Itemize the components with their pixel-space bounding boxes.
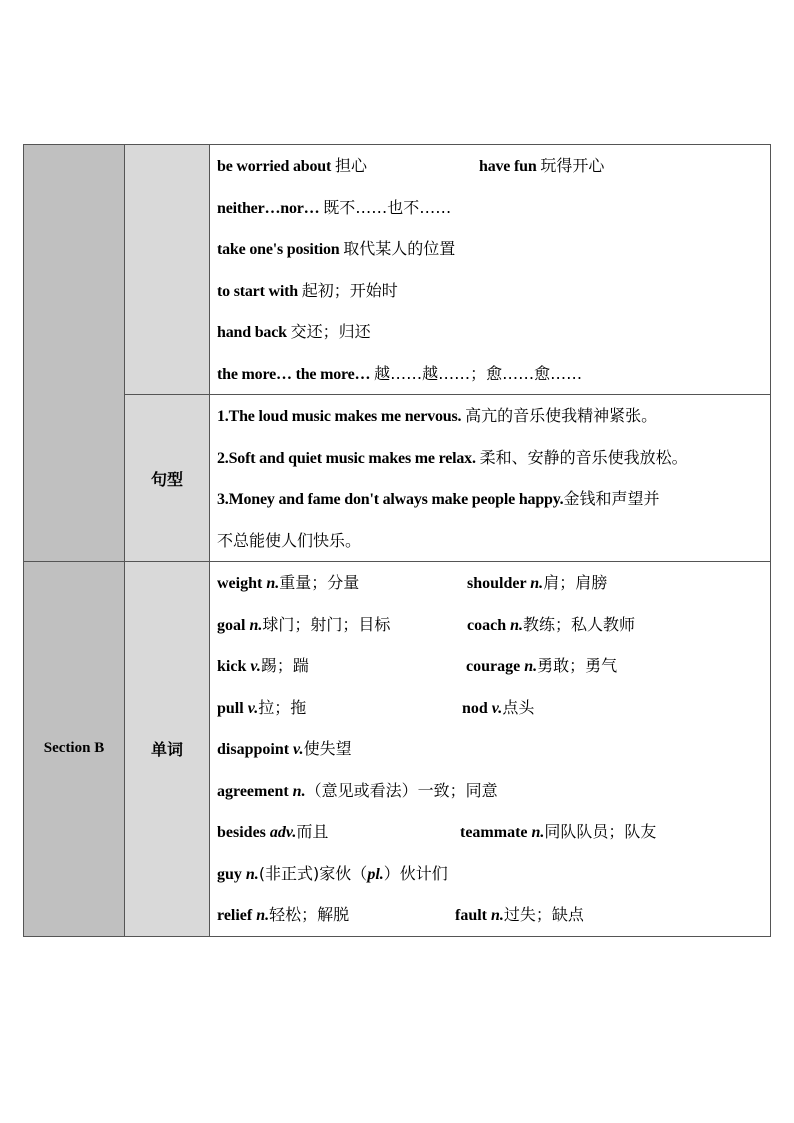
vocab-label: 单词	[125, 562, 210, 937]
sentences-cell	[210, 395, 771, 562]
vocab-line-7: besides adv.而且 teammate n.同队队员；队友	[217, 822, 657, 841]
sentence-line-3: 3.Money and fame don't always make people happy.金钱和声望并	[217, 489, 660, 508]
vocabulary-table	[23, 144, 771, 937]
vocab-line-2: goal n.球门；射门；目标 coach n.教练；私人教师	[217, 614, 636, 634]
sentences-row	[24, 395, 771, 562]
phrase-line-5: hand back 交还；归还	[217, 322, 371, 341]
phrases-row	[24, 145, 771, 395]
phrase-line-2: neither…nor… 既不……也不……	[217, 197, 452, 217]
vocab-line-9: relief n.轻松；解脱 fault n.过失；缺点	[217, 905, 584, 924]
vocabulary-table-container	[23, 144, 771, 937]
phrase-line-6: the more… the more… 越……越……；愈……愈……	[217, 363, 583, 383]
phrase-line-1: be worried about 担心 have fun 玩得开心	[217, 156, 605, 175]
phrases-cell	[210, 145, 771, 395]
vocab-line-1: weight n.重量；分量 shoulder n.肩；肩膀	[217, 573, 608, 592]
sentence-line-2: 2.Soft and quiet music makes me relax. 柔和、安静的音乐使我放松。	[217, 447, 688, 467]
section-a-cell	[24, 145, 125, 562]
vocab-line-8: guy n.(非正式)家伙（pl.）伙计们	[217, 863, 448, 883]
vocab-line-6: agreement n.（意见或看法）一致；同意	[217, 780, 498, 800]
vocab-line-4: pull v.拉；拖 nod v.点头	[217, 697, 535, 717]
sentence-line-1: 1.The loud music makes me nervous. 高亢的音乐使我精神紧张。	[217, 406, 658, 425]
sentence-line-4: 不总能使人们快乐。	[217, 530, 362, 550]
sentence-label: 句型	[125, 395, 210, 562]
vocab-row	[24, 562, 771, 937]
vocab-cell	[210, 562, 771, 937]
vocab-line-3: kick v.踢；踹 courage n.勇敢；勇气	[217, 656, 618, 675]
phrase-line-4: to start with 起初；开始时	[217, 280, 398, 300]
phrases-label-cell	[125, 145, 210, 395]
phrase-line-3: take one's position 取代某人的位置	[217, 239, 456, 258]
vocab-line-5: disappoint v.使失望	[217, 739, 352, 758]
section-b-label: Section B	[24, 562, 125, 937]
